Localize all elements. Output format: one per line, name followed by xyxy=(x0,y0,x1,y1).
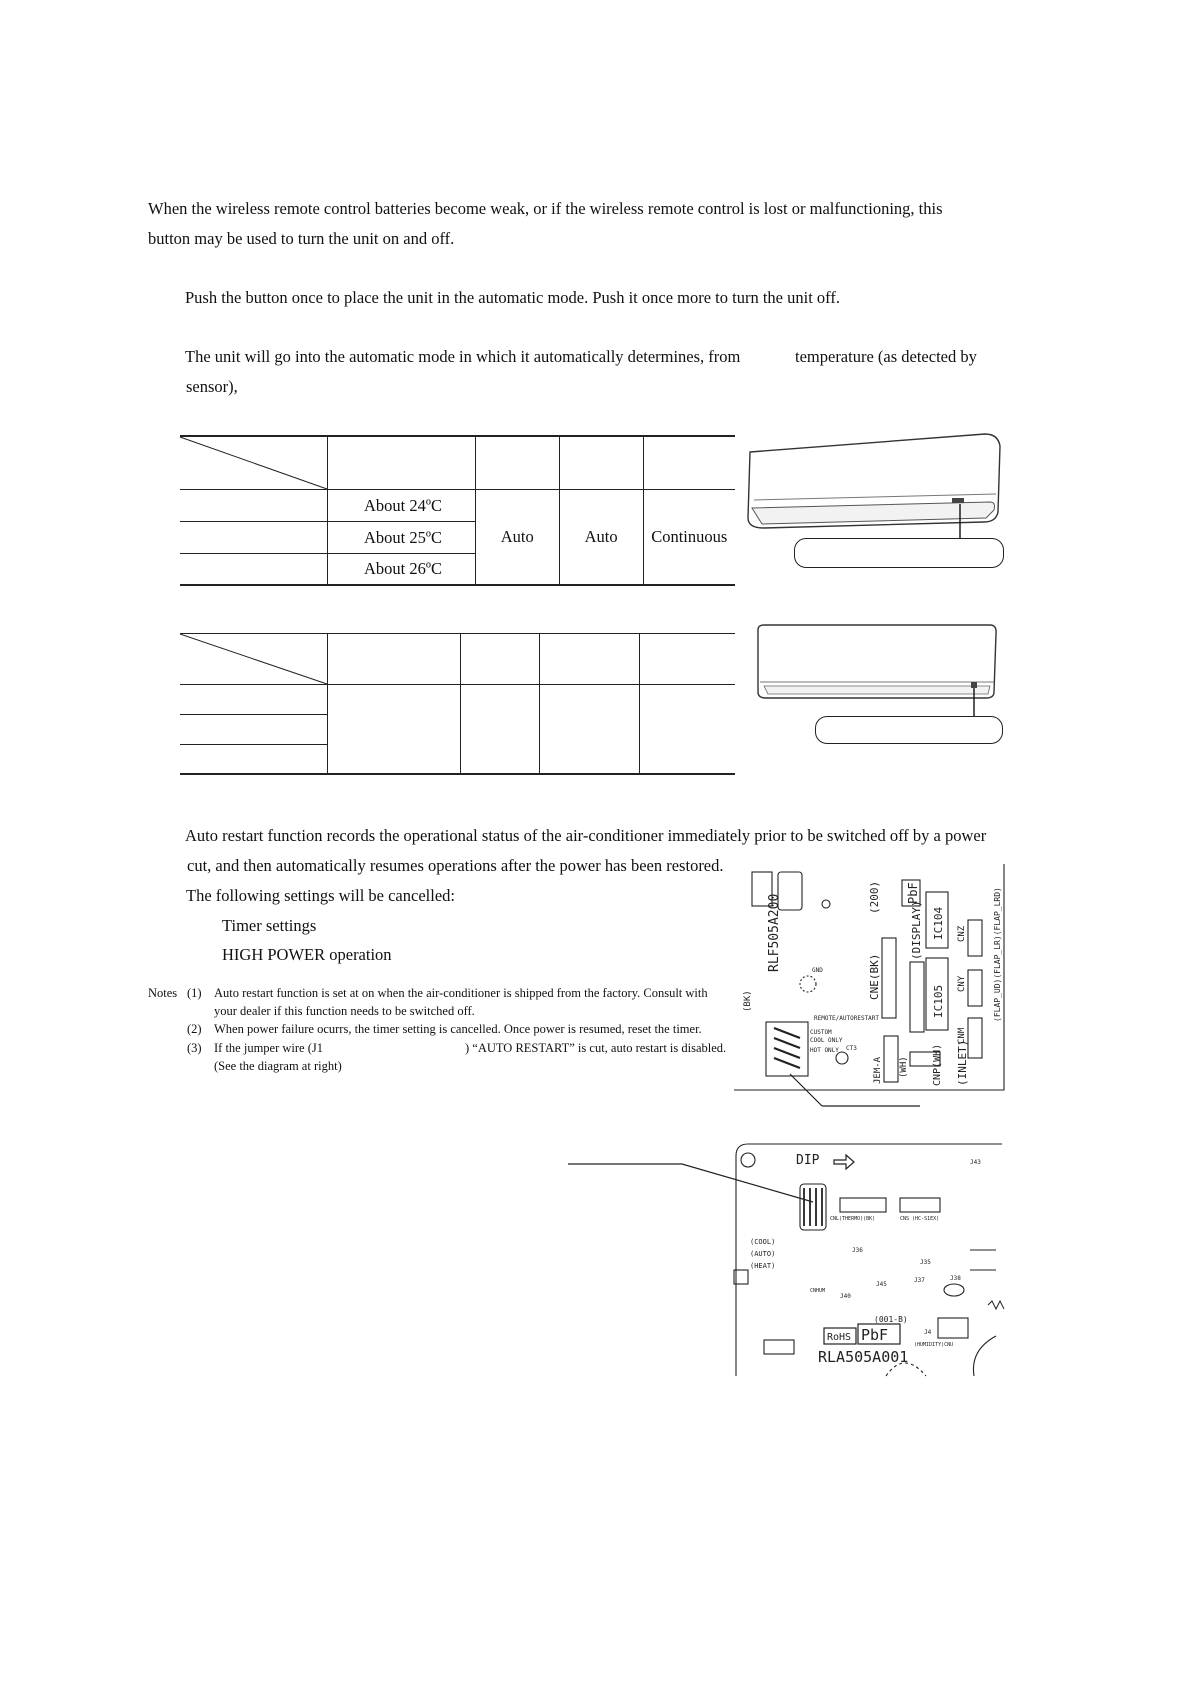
auto-mode-text-c: sensor), xyxy=(186,377,238,396)
table2-diagonal-header xyxy=(180,634,328,685)
pcb2-pbf: PbF xyxy=(861,1326,889,1344)
pcb2-connector-cnl xyxy=(840,1198,886,1212)
table2-row-label xyxy=(180,715,328,745)
table2-fan-cell xyxy=(460,685,539,774)
note-3-line-c: (See the diagram at right) xyxy=(214,1059,342,1073)
pcb-diagram-2 xyxy=(734,1140,1004,1380)
pcb1-sensor xyxy=(800,976,816,992)
table1-temp: About 25ºC xyxy=(328,522,476,554)
pcb2-connector-cns xyxy=(900,1198,940,1212)
cancelled-item-high-power: HIGH POWER operation xyxy=(222,945,392,964)
pcb2-humidity: (HUMIDITY)CNU xyxy=(914,1342,954,1348)
pcb2-j36: J36 xyxy=(852,1247,863,1254)
table2-header-cell xyxy=(639,634,735,685)
table1-diagonal-header xyxy=(180,437,328,490)
table1-flap: Auto xyxy=(559,490,643,585)
pcb1-custom-label: CUSTOM xyxy=(810,1029,832,1036)
pcb2-j35: J35 xyxy=(920,1259,931,1266)
pcb1-mount-hole xyxy=(822,900,830,908)
pcb2-buzzer xyxy=(944,1284,964,1296)
pcb1-cny: CNY xyxy=(957,975,967,992)
pcb2-cnhum: CNHUM xyxy=(810,1288,826,1294)
pcb1-ic104: IC104 xyxy=(932,906,945,940)
auto-restart-line-3: The following settings will be cancelled: xyxy=(186,886,455,905)
pcb1-display: (DISPLAY) xyxy=(910,900,923,960)
pcb2-j40: J40 xyxy=(840,1293,851,1300)
pcb1-ct3: CT3 xyxy=(846,1045,857,1052)
pcb2-dip: DIP xyxy=(796,1153,820,1168)
table2-header-cell xyxy=(460,634,539,685)
pcb2-code: (001-B) xyxy=(874,1315,908,1324)
table1-swing: Continuous xyxy=(643,490,735,585)
auto-mode-text-b: temperature (as detected by xyxy=(795,347,977,366)
table-auto-mode-1 xyxy=(180,437,735,586)
pcb1-wh: (WH) xyxy=(899,1056,909,1078)
note-3-line-b: ) “AUTO RESTART” is cut, auto restart is disabled. xyxy=(465,1041,727,1055)
table1-header-cell xyxy=(559,437,643,490)
table2-header-cell xyxy=(539,634,639,685)
pcb1-bk: (BK) xyxy=(743,990,753,1012)
table1-row-label xyxy=(180,522,328,554)
table2-temp-cell xyxy=(328,685,461,774)
pcb1-remote-label: REMOTE/AUTORESTART xyxy=(814,1015,880,1022)
pcb1-hot-only-label: HOT ONLY xyxy=(810,1047,839,1054)
arrow-right-icon xyxy=(834,1155,854,1169)
auto-restart-line-1: Auto restart function records the operational status of the air-conditioner immediately prior to be switched off by a power xyxy=(185,826,987,845)
pcb2-auto: (AUTO) xyxy=(750,1250,776,1258)
pcb1-cnm: CNM xyxy=(957,1027,967,1044)
table2-swing-cell xyxy=(639,685,735,774)
pcb1-jumper-block xyxy=(766,1022,808,1076)
pcb1-connector-cnm xyxy=(968,1018,982,1058)
table1-row-label xyxy=(180,554,328,585)
pcb2-mount-hole xyxy=(741,1153,755,1167)
table1-diagonal xyxy=(180,437,327,489)
pcb2-j45: J45 xyxy=(876,1281,887,1288)
pcb2-model: RLA505A001 xyxy=(818,1348,909,1366)
pcb2-connector-humidity xyxy=(938,1318,968,1338)
table1-temp: About 24ºC xyxy=(328,490,476,522)
pcb2-j37: J37 xyxy=(914,1277,925,1284)
pcb1-ic105: IC105 xyxy=(932,984,945,1018)
table1-fan-speed: Auto xyxy=(475,490,559,585)
table-auto-mode-2 xyxy=(180,634,735,775)
push-button-text: Push the button once to place the unit in the automatic mode. Push it once more to turn the unit off. xyxy=(185,288,840,307)
cancelled-item-timer: Timer settings xyxy=(222,916,317,935)
pcb1-inlet: (INLET) xyxy=(956,1039,969,1086)
pcb1-cnp: CNP(WH) xyxy=(932,1043,943,1086)
pcb1-cool-only-label: COOL ONLY xyxy=(810,1037,843,1044)
pcb1-connector-cny xyxy=(968,970,982,1006)
note-1-line-a: Auto restart function is set at on when the air-conditioner is shipped from the factory. Consult with xyxy=(214,986,708,1000)
note-3-line-a: If the jumper wire (J1 xyxy=(214,1041,323,1055)
pcb1-model: RLF505A200 xyxy=(767,893,782,972)
pcb1-cnz: CNZ xyxy=(957,925,967,942)
note-1-line-b: your dealer if this function needs to be switched off. xyxy=(214,1004,475,1018)
pcb2-cns: CNS (HC-S1EX) xyxy=(900,1216,940,1222)
pcb1-connector-jem xyxy=(884,1036,898,1082)
pcb2-cool: (COOL) xyxy=(750,1238,776,1246)
intro-line-2: button may be used to turn the unit on and off. xyxy=(148,229,455,248)
auto-mode-text-a: The unit will go into the automatic mode in which it automatically determines, from xyxy=(185,347,741,366)
pcb2-rohs: RoHS xyxy=(827,1332,852,1343)
note-3-number: (3) xyxy=(187,1041,202,1055)
pcb1-gnd: GND xyxy=(812,967,823,974)
pcb2-arc-right xyxy=(973,1336,996,1376)
table2-flap-cell xyxy=(539,685,639,774)
table2-diagonal xyxy=(180,634,327,684)
note-2-text: When power failure ocurrs, the timer setting is cancelled. Once power is resumed, reset the timer. xyxy=(214,1022,702,1036)
table1-temp: About 26ºC xyxy=(328,554,476,585)
callout-box-1 xyxy=(794,538,1004,568)
pcb2-heat: (HEAT) xyxy=(750,1262,776,1270)
pcb2-connector-jem xyxy=(764,1340,794,1354)
pcb2-j43: J43 xyxy=(970,1159,981,1166)
pcb1-cne: CNE(BK) xyxy=(868,953,881,1000)
pcb-diagram-1 xyxy=(734,862,1006,1092)
table2-row-label xyxy=(180,685,328,715)
note-1-number: (1) xyxy=(187,986,202,1000)
pcb1-connector-cne xyxy=(882,938,896,1018)
pcb1-code: (200) xyxy=(868,880,881,914)
notes-label: Notes xyxy=(148,986,178,1000)
table1-header-cell xyxy=(643,437,735,490)
table2-header-cell xyxy=(328,634,461,685)
pcb1-connector-cnz xyxy=(968,920,982,956)
pcb1-pbf: PbF xyxy=(906,882,920,904)
pcb1-jem: JEM-A xyxy=(873,1056,883,1084)
pcb2-cnl: CNL(THERMO)(BK) xyxy=(830,1216,876,1222)
pcb2-j4: J4 xyxy=(924,1329,932,1336)
table2-row-label xyxy=(180,745,328,774)
callout-box-2 xyxy=(815,716,1003,744)
table1-row-label xyxy=(180,490,328,522)
pcb1-connector-display xyxy=(910,962,924,1032)
table1-header-cell xyxy=(328,437,476,490)
note-2-number: (2) xyxy=(187,1022,202,1036)
table1-header-cell xyxy=(475,437,559,490)
pcb1-flaps: (FLAP_UD)(FLAP_LR)(FLAP_LRD) xyxy=(993,887,1002,1022)
auto-restart-line-2: cut, and then automatically resumes operations after the power has been restored. xyxy=(187,856,724,875)
intro-line-1: When the wireless remote control batteries become weak, or if the wireless remote control is lost or malfunctioning, this xyxy=(148,199,943,218)
pcb2-j38: J38 xyxy=(950,1275,961,1282)
